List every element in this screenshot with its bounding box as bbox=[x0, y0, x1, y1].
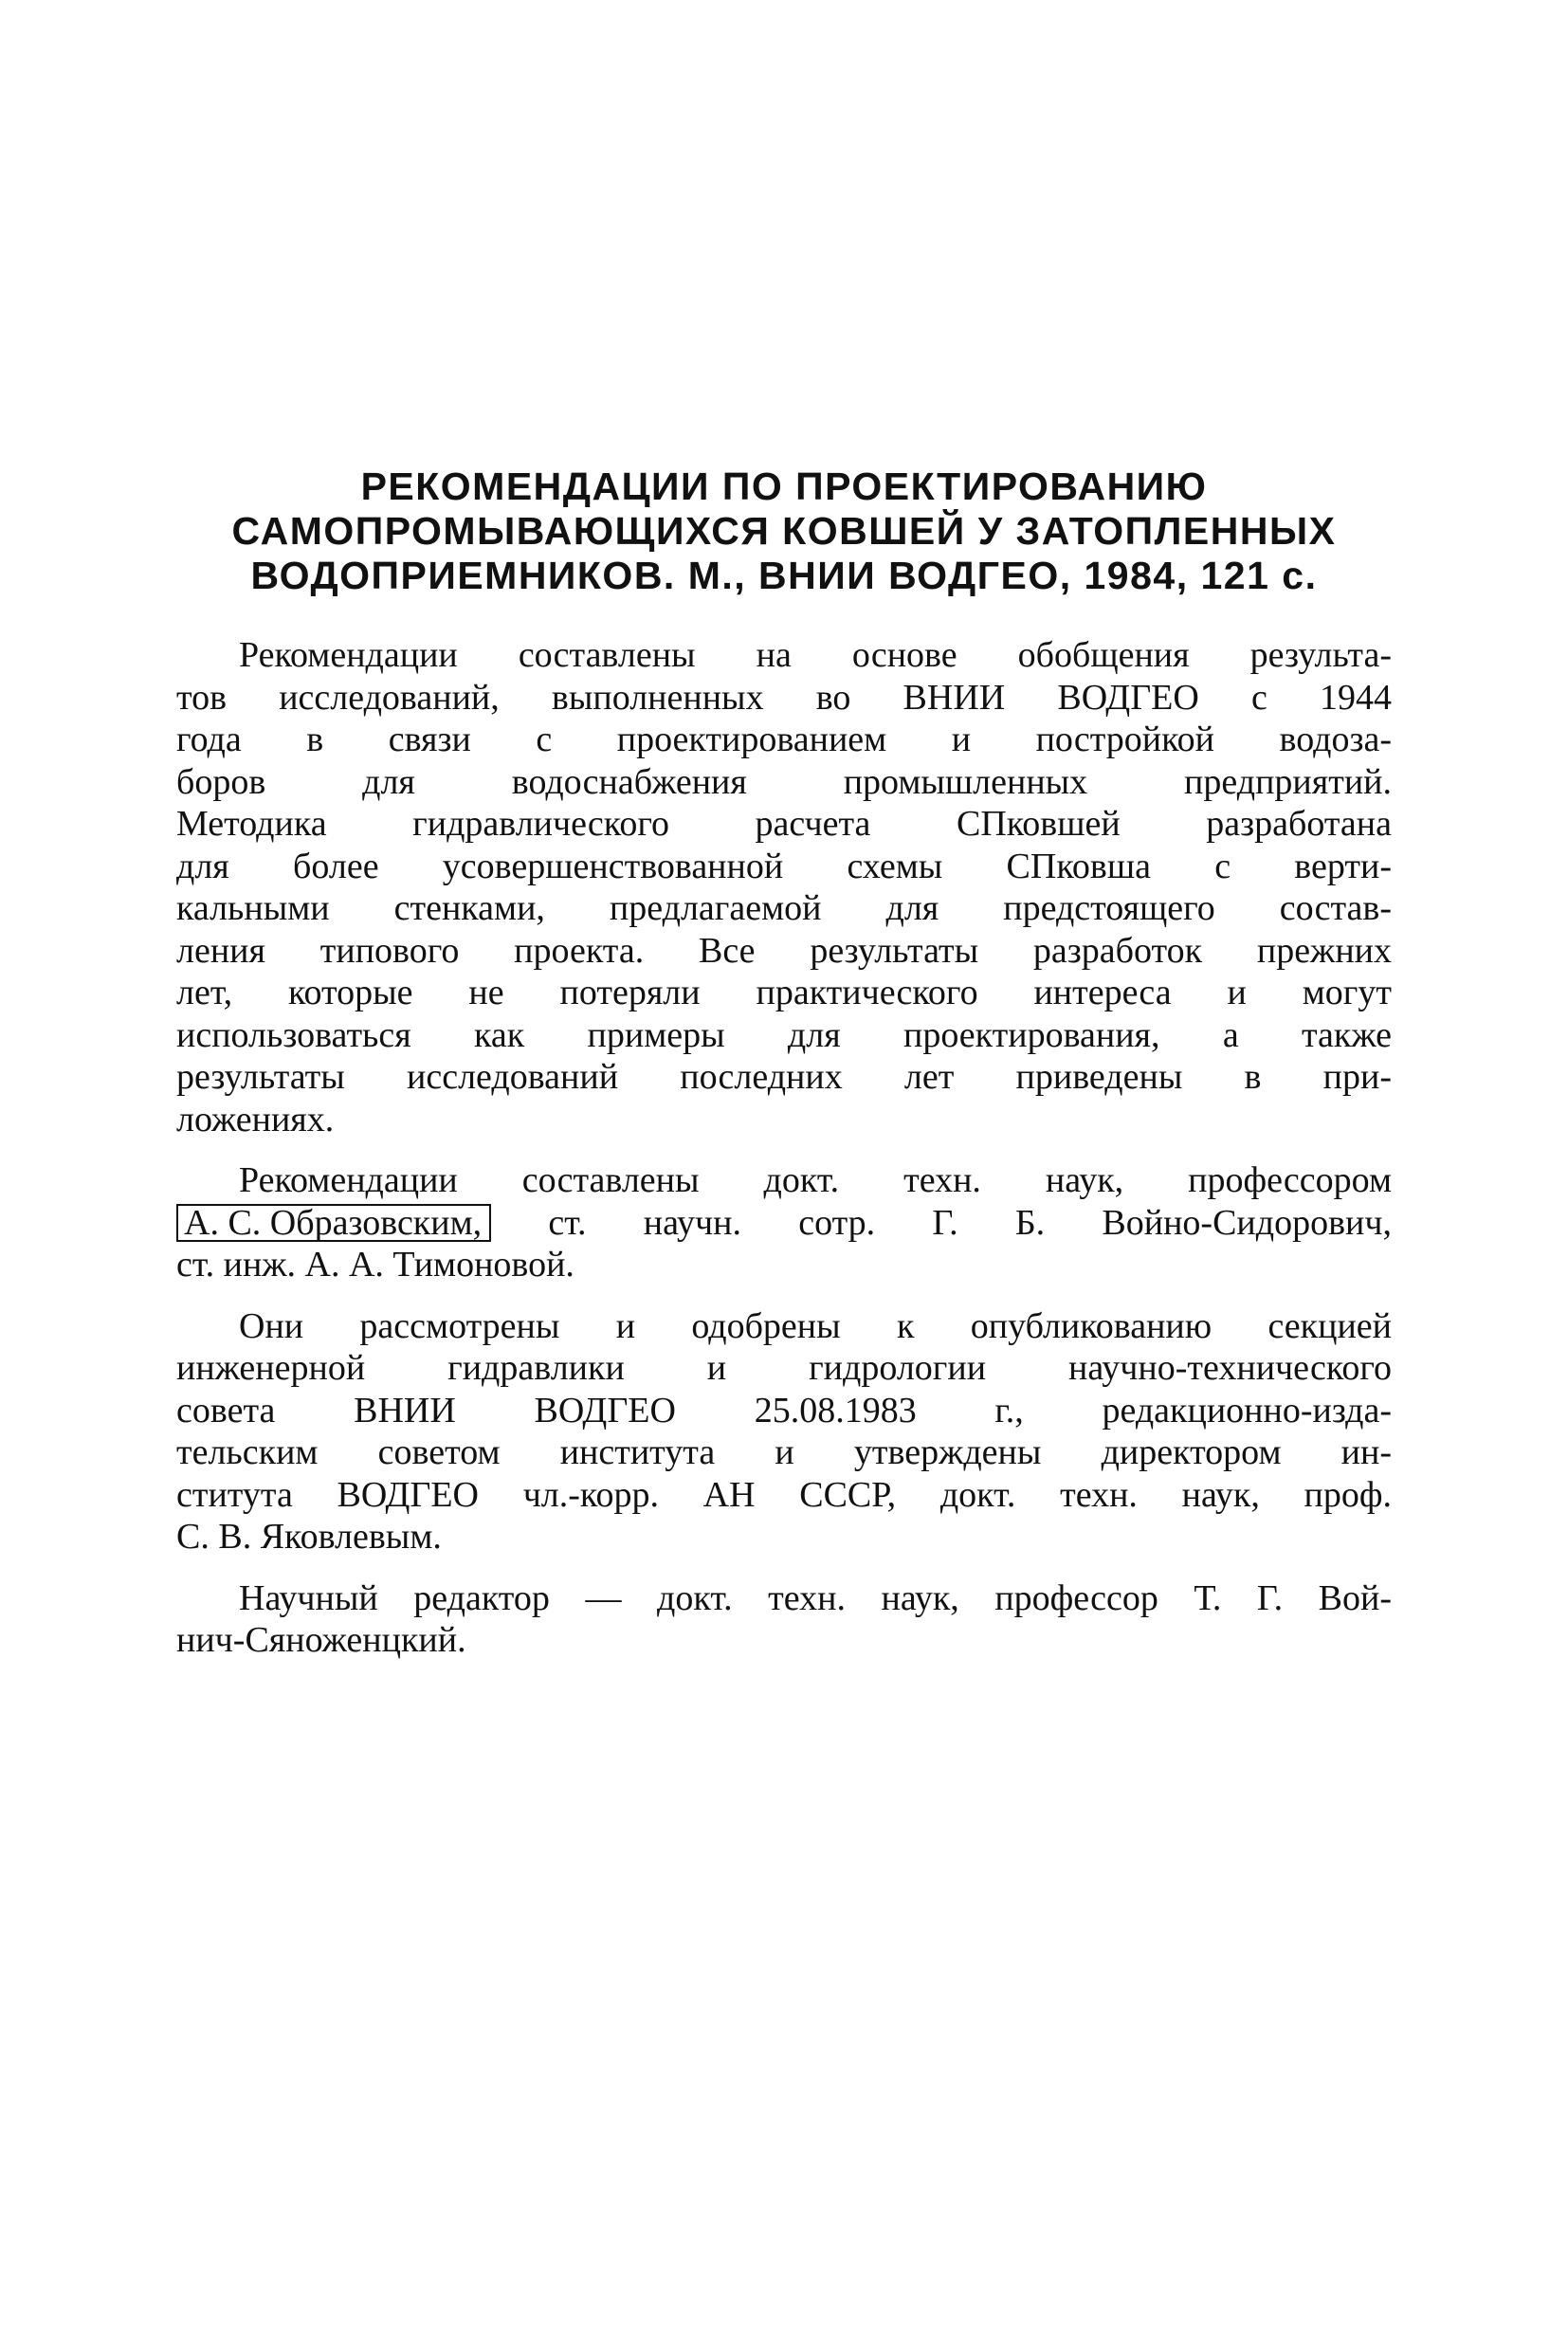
text-line bbox=[176, 1202, 1392, 1245]
authors-paragraph bbox=[176, 1159, 1392, 1286]
text-line: совета ВНИИ ВОДГЕО 25.08.1983 г., редакционно-изда- bbox=[176, 1390, 1392, 1431]
paragraph-gap bbox=[176, 1558, 1392, 1577]
text-line: Рекомендации составлены на основе обобщения результа- bbox=[239, 635, 1392, 675]
text-line: тельским советом института и утверждены директором ин- bbox=[176, 1432, 1392, 1472]
title-line: САМОПРОМЫВАЮЩИХСЯ КОВШЕЙ У ЗАТОПЛЕННЫХ bbox=[231, 509, 1337, 553]
text-line: ститута ВОДГЕО чл.-корр. АН СССР, докт. техн. наук, проф. bbox=[176, 1474, 1392, 1515]
text-line: Научный редактор — докт. техн. наук, профессор Т. Г. Вой- bbox=[239, 1577, 1392, 1618]
text-line: нич-Сяноженцкий. bbox=[176, 1620, 466, 1660]
text-fragment: ст. научн. сотр. Г. Б. Войно-Сидорович, bbox=[548, 1202, 1392, 1243]
abstract-paragraph bbox=[176, 634, 1392, 1140]
text-line: для более усовершенствованной схемы СПковша с верти- bbox=[176, 846, 1392, 886]
text-line: ления типового проекта. Все результаты разработок прежних bbox=[176, 930, 1392, 971]
page-content bbox=[176, 465, 1392, 1662]
approval-paragraph bbox=[176, 1305, 1392, 1558]
text-line: Методика гидравлического расчета СПковшей разработана bbox=[176, 804, 1392, 844]
title-line: РЕКОМЕНДАЦИИ ПО ПРОЕКТИРОВАНИЮ bbox=[360, 465, 1208, 508]
paragraph-gap bbox=[176, 1286, 1392, 1305]
text-line: использоваться как примеры для проектирования, а также bbox=[176, 1014, 1392, 1055]
text-line: лет, которые не потеряли практического интереса и могут bbox=[176, 973, 1392, 1012]
text-line: ложениях. bbox=[176, 1099, 335, 1139]
text-line: Они рассмотрены и одобрены к опубликованию секцией bbox=[239, 1305, 1392, 1346]
text-line: боров для водоснабжения промышленных предприятий. bbox=[176, 761, 1392, 802]
text-line: результаты исследований последних лет приведены в при- bbox=[176, 1057, 1392, 1097]
editor-paragraph bbox=[176, 1577, 1392, 1662]
paragraph-gap bbox=[176, 1140, 1392, 1159]
text-line: ст. инж. А. А. Тимоновой. bbox=[176, 1245, 574, 1285]
document-title bbox=[176, 465, 1392, 598]
deceased-author-name-box: А. С. Образовским, bbox=[176, 1204, 491, 1242]
text-line: тов исследований, выполненных во ВНИИ ВОДГЕО с 1944 bbox=[176, 677, 1392, 718]
text-line: Рекомендации составлены докт. техн. наук, профессором bbox=[239, 1160, 1392, 1200]
text-line: С. В. Яковлевым. bbox=[176, 1517, 442, 1557]
text-line: инженерной гидравлики и гидрологии научно-технического bbox=[176, 1348, 1392, 1388]
text-line: года в связи с проектированием и постройкой водоза- bbox=[176, 720, 1392, 759]
text-line: кальными стенками, предлагаемой для предстоящего состав- bbox=[176, 888, 1392, 928]
title-line: ВОДОПРИЕМНИКОВ. М., ВНИИ ВОДГЕО, 1984, 121 с. bbox=[250, 554, 1318, 597]
